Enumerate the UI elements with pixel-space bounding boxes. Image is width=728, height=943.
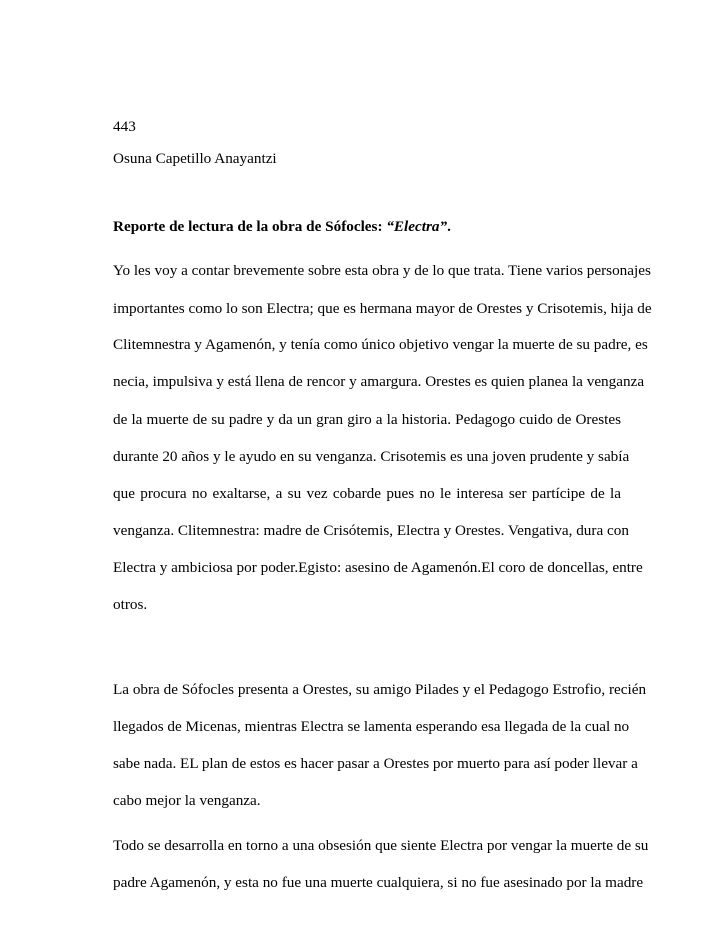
report-title xyxy=(113,217,621,237)
paragraph-1-line-2: importantes como lo son Electra; que es hermana mayor de Orestes y Crisotemis, hija de xyxy=(113,300,652,317)
paragraph-1-line-7: que procura no exaltarse, a su vez cobarde pues no le interesa ser partícipe de la xyxy=(113,485,621,502)
title-work: “Electra” xyxy=(386,218,448,235)
paragraph-2-line-4: cabo mejor la venganza. xyxy=(113,792,261,809)
paragraph-1-line-3: Clitemnestra y Agamenón, y tenía como único objetivo vengar la muerte de su padre, es xyxy=(113,336,648,353)
paragraph-1-line-9: Electra y ambiciosa por poder.Egisto: asesino de Agamenón.El coro de doncellas, entre xyxy=(113,559,643,576)
title-suffix: . xyxy=(447,218,451,235)
paragraph-1-line-10: otros. xyxy=(113,596,148,613)
paragraph-3-line-2: padre Agamenón, y esta no fue una muerte cualquiera, si no fue asesinado por la madre xyxy=(113,874,644,891)
paragraph-2-line-3: sabe nada. EL plan de estos es hacer pasar a Orestes por muerto para así poder llevar a xyxy=(113,755,638,772)
paragraph-3-line-1: Todo se desarrolla en torno a una obsesión que siente Electra por vengar la muerte de su xyxy=(113,837,649,854)
paragraph-1-line-6: durante 20 años y le ayudo en su venganza. Crisotemis es una joven prudente y sabía xyxy=(113,448,630,465)
page-number: 443 xyxy=(113,118,136,135)
paragraph-1-line-1: Yo les voy a contar brevemente sobre esta obra y de lo que trata. Tiene varios personajes xyxy=(113,262,651,279)
paragraph-1-line-8: venganza. Clitemnestra: madre de Crisótemis, Electra y Orestes. Vengativa, dura con xyxy=(113,522,629,539)
paragraph-2-line-1: La obra de Sófocles presenta a Orestes, su amigo Pilades y el Pedagogo Estrofio, recién xyxy=(113,681,647,698)
title-prefix: Reporte de lectura de la obra de Sófocles: xyxy=(113,218,387,235)
author-name: Osuna Capetillo Anayantzi xyxy=(113,150,277,167)
paragraph-1-line-5: de la muerte de su padre y da un gran giro a la historia. Pedagogo cuido de Orestes xyxy=(113,411,621,428)
paragraph-1-line-4: necia, impulsiva y está llena de rencor y amargura. Orestes es quien planea la venganza xyxy=(113,373,645,390)
paragraph-2-line-2: llegados de Micenas, mientras Electra se lamenta esperando esa llegada de la cual no xyxy=(113,718,630,735)
